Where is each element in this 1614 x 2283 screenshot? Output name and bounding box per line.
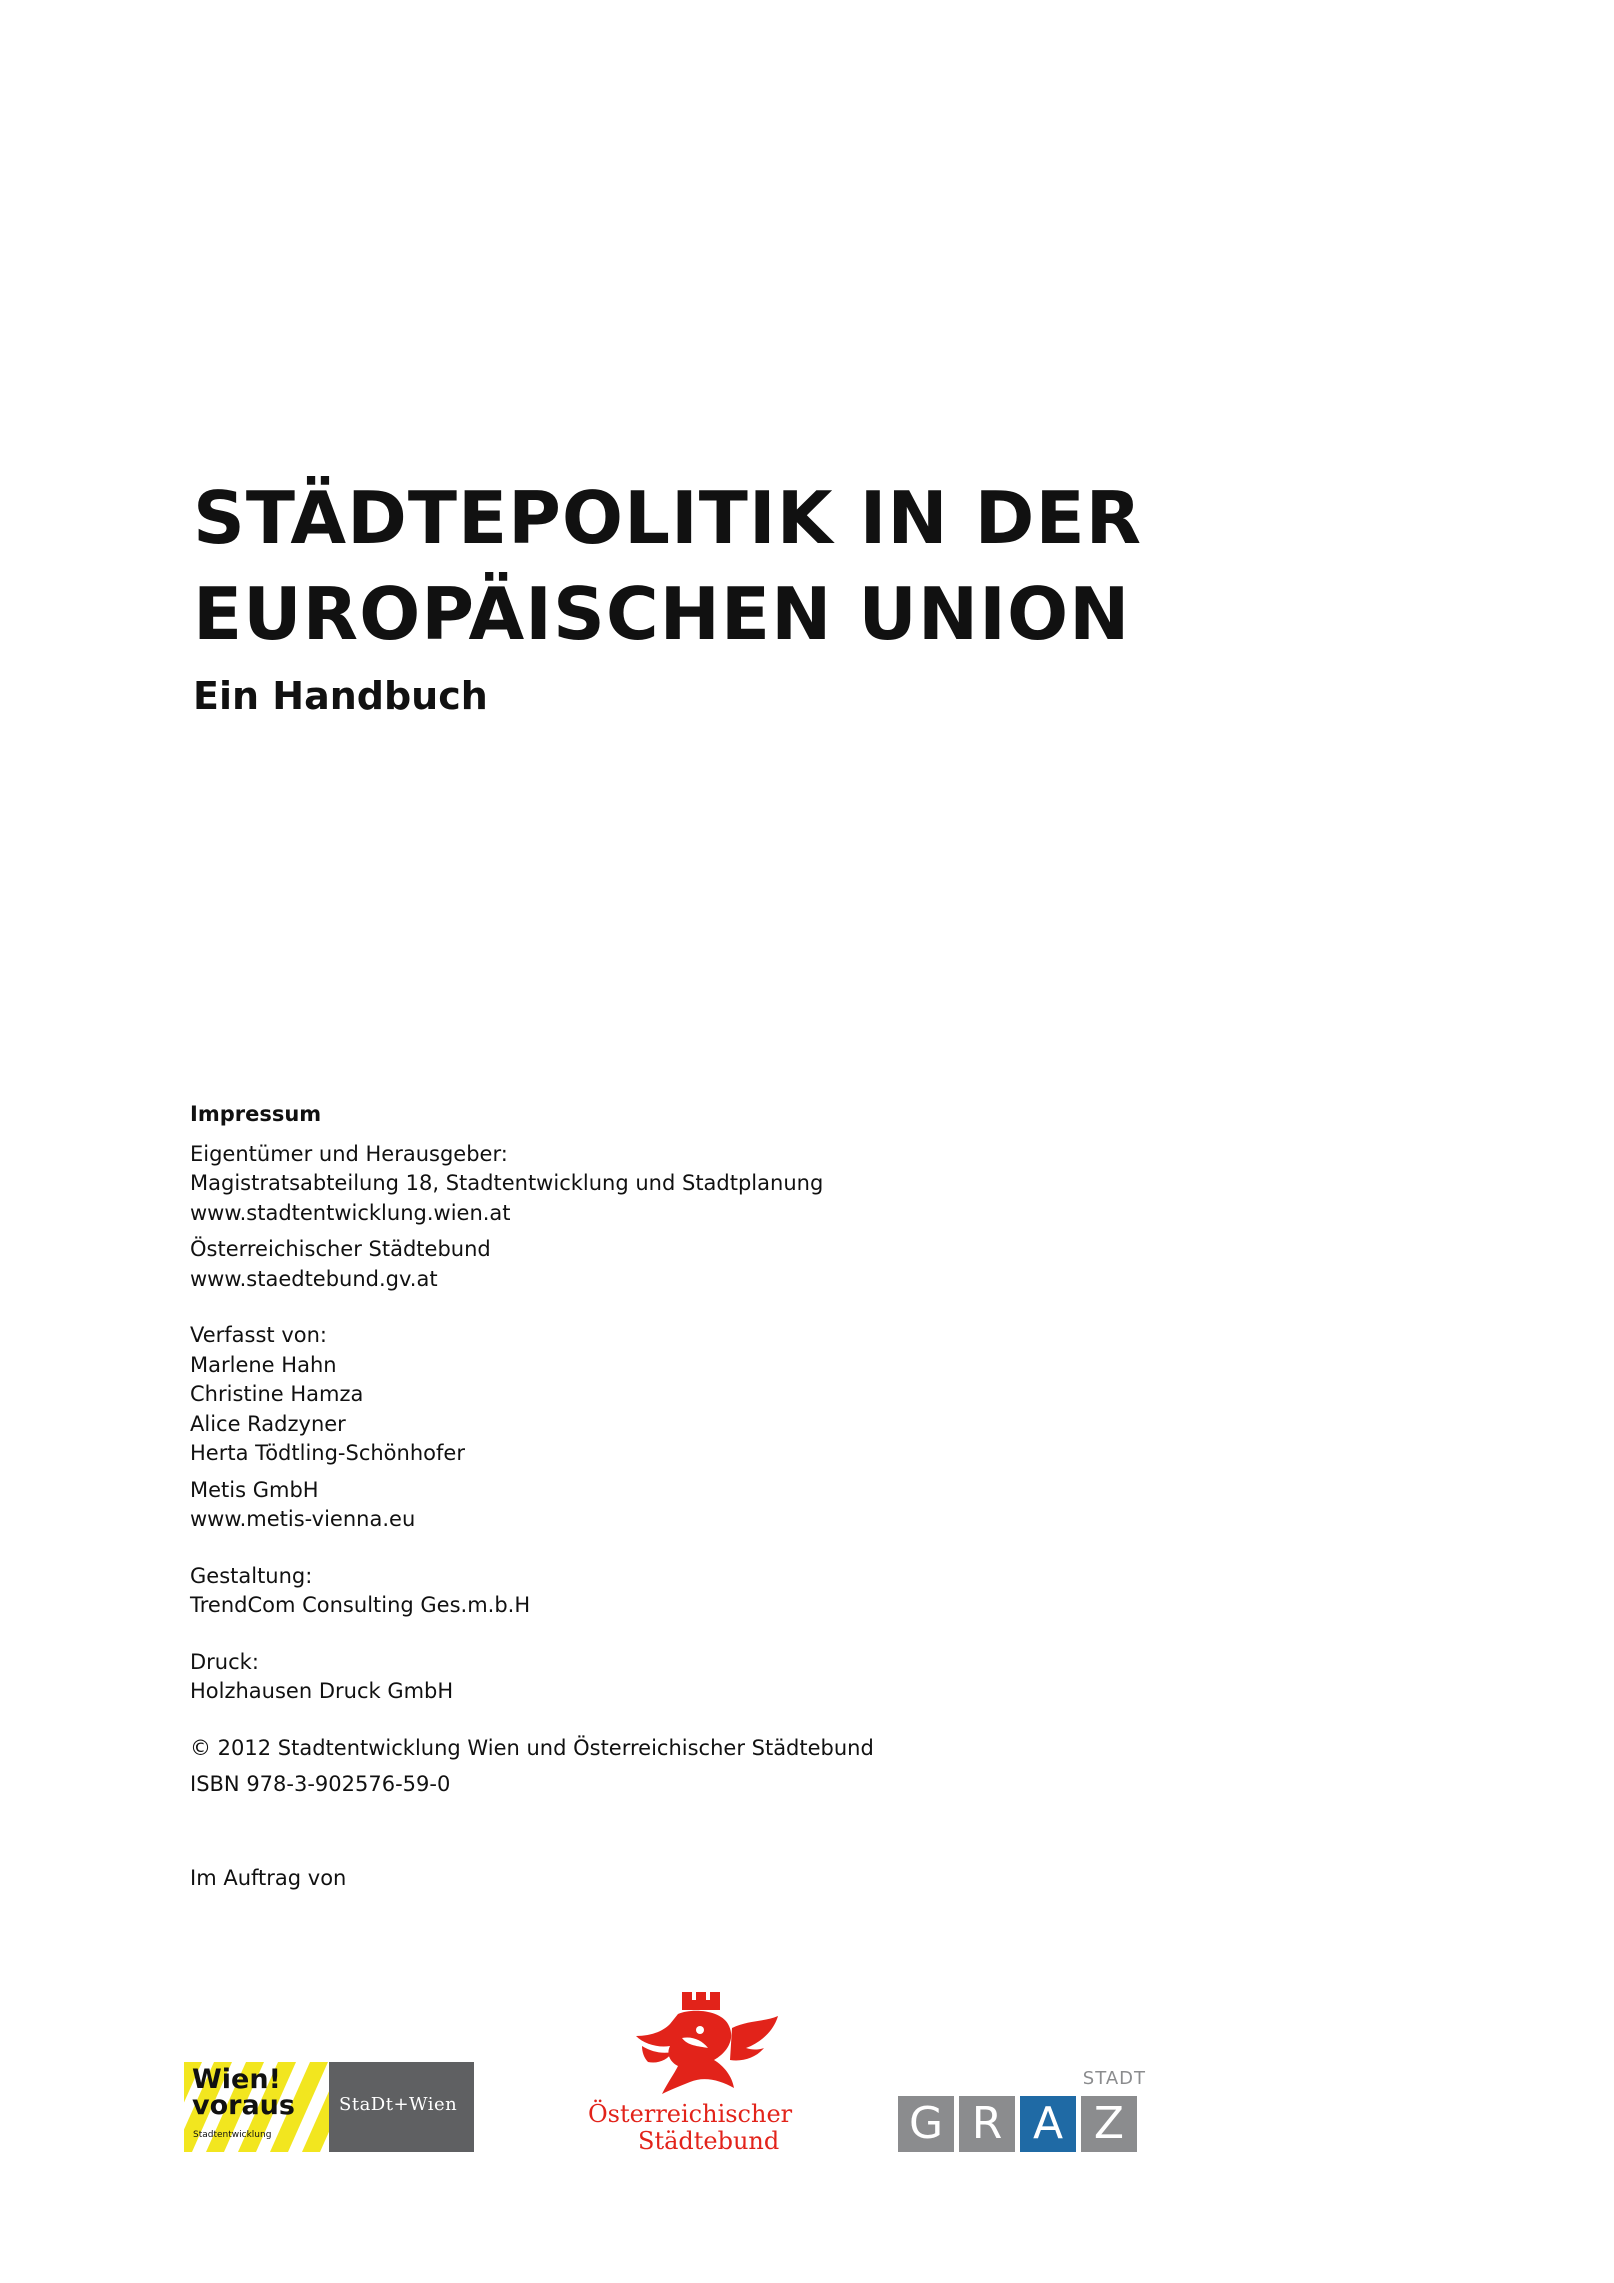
author-name: Herta Tödtling-Schönhofer [190,1441,465,1465]
author-name: Alice Radzyner [190,1411,346,1436]
print-value: Holzhausen Druck GmbH [190,1679,454,1703]
eagle-icon [582,1990,782,2100]
owner2-name: Österreichischer Städtebund [190,1237,491,1261]
owner2-url: www.staedtebund.gv.at [190,1266,438,1291]
impressum-section [190,1100,990,1893]
document-subtitle: Ein Handbuch [193,674,488,718]
stadt-wien-wordmark: StaDt+Wien [339,2094,458,2115]
company-url: www.metis-vienna.eu [190,1507,416,1531]
owner-url: www.stadtentwicklung.wien.at [190,1200,511,1225]
staedtebund-logo [582,1990,793,2155]
design-value: TrendCom Consulting Ges.m.b.H [190,1593,531,1617]
owner-label: Eigentümer und Herausgeber: [190,1141,508,1166]
commissioned-by: Im Auftrag von [190,1865,347,1890]
wien-voraus-caption: Stadtentwicklung [193,2130,272,2140]
document-title [193,470,1142,662]
stadt-graz-logo [898,2068,1148,2154]
impressum-heading: Impressum [190,1102,322,1126]
graz-tile-g: G [898,2096,954,2152]
isbn: ISBN 978-3-902576-59-0 [190,1772,451,1796]
graz-tile-a: A [1020,2096,1076,2152]
title-line-1: STÄDTEPOLITIK IN DER [193,476,1143,560]
author-name: Christine Hamza [190,1382,364,1406]
staedtebund-line2: Städtebund [638,2127,780,2155]
graz-tile-z: Z [1081,2096,1137,2152]
wien-voraus-line2: voraus [192,2090,295,2121]
staedtebund-line1: Österreichischer [588,2100,793,2128]
print-label: Druck: [190,1649,259,1674]
authors-label: Verfasst von: [190,1323,328,1347]
title-line-2: EUROPÄISCHEN UNION [193,572,1131,656]
graz-stadt-label: STADT [1082,2068,1146,2089]
design-label: Gestaltung: [190,1563,313,1588]
graz-tile-r: R [959,2096,1015,2152]
author-name: Marlene Hahn [190,1352,337,1377]
wien-voraus-line1: Wien! [192,2064,281,2095]
company-name: Metis GmbH [190,1477,319,1502]
wien-voraus-logo [184,2062,474,2152]
copyright: © 2012 Stadtentwicklung Wien und Österreichischer Städtebund [190,1735,874,1760]
owner-name: Magistratsabteilung 18, Stadtentwicklung und Stadtplanung [190,1171,824,1195]
